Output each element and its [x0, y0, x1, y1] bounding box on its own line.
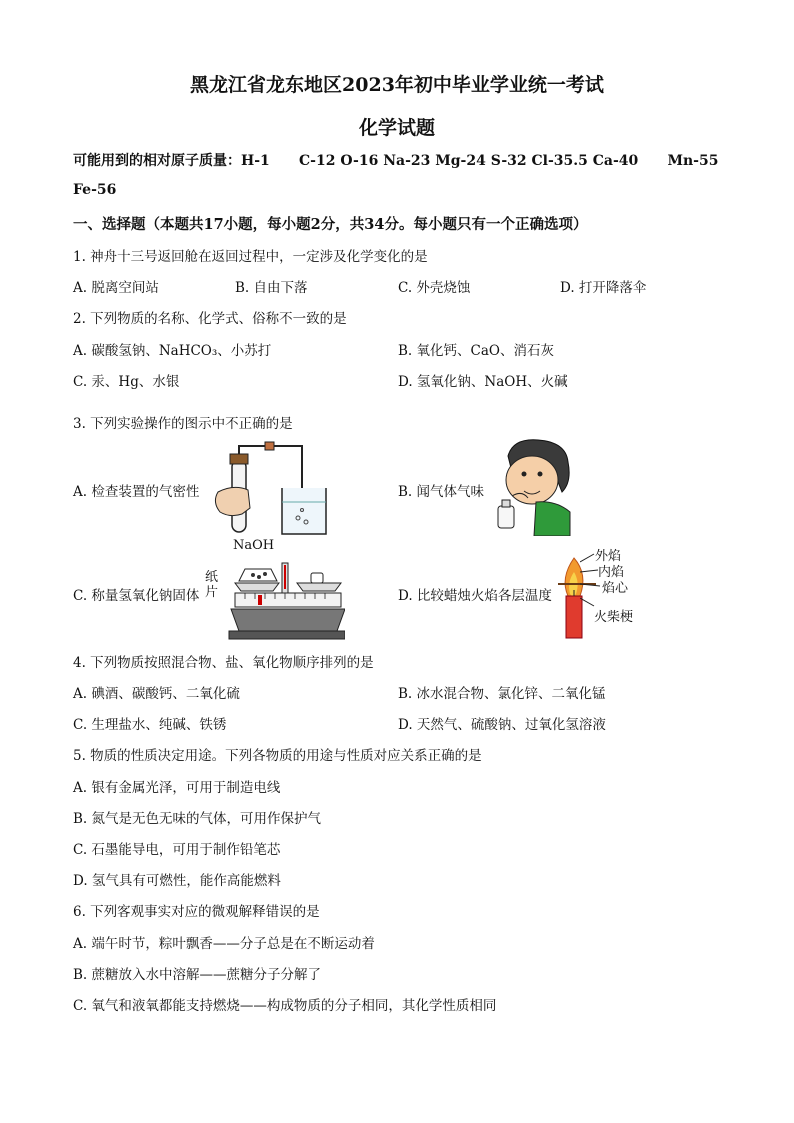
- naoh-label: NaOH: [233, 538, 275, 553]
- question-1-option-b: B. 自由下落: [235, 280, 308, 296]
- question-2-stem: 2. 下列物质的名称、化学式、俗称不一致的是: [73, 311, 347, 327]
- question-2-option-c: C. 汞、Hg、水银: [73, 374, 180, 390]
- question-4-option-b: B. 冰水混合物、氯化锌、二氧化锰: [398, 686, 606, 702]
- question-3-option-d: D. 比较蜡烛火焰各层温度: [398, 588, 552, 604]
- question-2-option-a: A. 碳酸氢钠、NaHCO₃、小苏打: [73, 343, 272, 359]
- atomic-mass-line-2: Fe-56: [73, 182, 117, 198]
- question-1-option-a: A. 脱离空间站: [73, 280, 159, 296]
- question-5-option-a: A. 银有金属光泽，可用于制造电线: [73, 780, 281, 796]
- question-2-option-b: B. 氧化钙、CaO、消石灰: [398, 343, 554, 359]
- question-4-option-a: A. 碘酒、碳酸钙、二氧化硫: [73, 686, 240, 702]
- question-1-option-d: D. 打开降落伞: [560, 280, 647, 296]
- question-4-option-c: C. 生理盐水、纯碱、铁锈: [73, 717, 227, 733]
- question-5-option-b: B. 氮气是无色无味的气体，可用作保护气: [73, 811, 322, 827]
- airtightness-check-figure: [210, 440, 335, 540]
- question-6-stem: 6. 下列客观事实对应的微观解释错误的是: [73, 904, 320, 920]
- question-3-option-b: B. 闻气体气味: [398, 484, 485, 500]
- question-6-option-b: B. 蔗糖放入水中溶解——蔗糖分子分解了: [73, 967, 322, 983]
- outer-flame-label: 外焰: [595, 549, 622, 564]
- question-1-stem: 1. 神舟十三号返回舱在返回过程中，一定涉及化学变化的是: [73, 249, 428, 265]
- question-5-stem: 5. 物质的性质决定用途。下列各物质的用途与性质对应关系正确的是: [73, 748, 482, 764]
- matchstick-label: 火柴梗: [594, 610, 634, 625]
- question-3-option-a: A. 检查装置的气密性: [73, 484, 200, 500]
- question-6-option-c: C. 氧气和液氧都能支持燃烧——构成物质的分子相同，其化学性质相同: [73, 998, 497, 1014]
- smelling-gas-figure: [488, 436, 583, 536]
- balance-figure: [225, 555, 345, 643]
- section-heading: 一、选择题（本题共17小题，每小题2分，共34分。每小题只有一个正确选项）: [73, 216, 588, 233]
- flame-core-label: 焰心: [602, 581, 629, 596]
- question-5-option-d: D. 氢气具有可燃性，能作高能燃料: [73, 873, 281, 889]
- inner-flame-label: 内焰: [598, 565, 625, 580]
- question-3-stem: 3. 下列实验操作的图示中不正确的是: [73, 416, 293, 432]
- question-3-option-c: C. 称量氢氧化钠固体: [73, 588, 200, 604]
- question-5-option-c: C. 石墨能导电，可用于制作铅笔芯: [73, 842, 281, 858]
- question-1-option-c: C. 外壳烧蚀: [398, 280, 471, 296]
- question-4-option-d: D. 天然气、硫酸钠、过氧化氢溶液: [398, 717, 606, 733]
- page-subtitle: 化学试题: [358, 117, 435, 139]
- atomic-mass-line: 可能用到的相对原子质量：H-1 C-12 O-16 Na-23 Mg-24 S-32 Cl-35.5 Ca-40 Mn-55: [73, 153, 719, 169]
- question-6-option-a: A. 端午时节，粽叶飘香——分子总是在不断运动着: [73, 936, 375, 952]
- question-2-option-d: D. 氢氧化钠、NaOH、火碱: [398, 374, 568, 390]
- paper-label: 纸片: [205, 570, 219, 600]
- page-title: 黑龙江省龙东地区2023年初中毕业学业统一考试: [190, 74, 604, 96]
- question-4-stem: 4. 下列物质按照混合物、盐、氧化物顺序排列的是: [73, 655, 374, 671]
